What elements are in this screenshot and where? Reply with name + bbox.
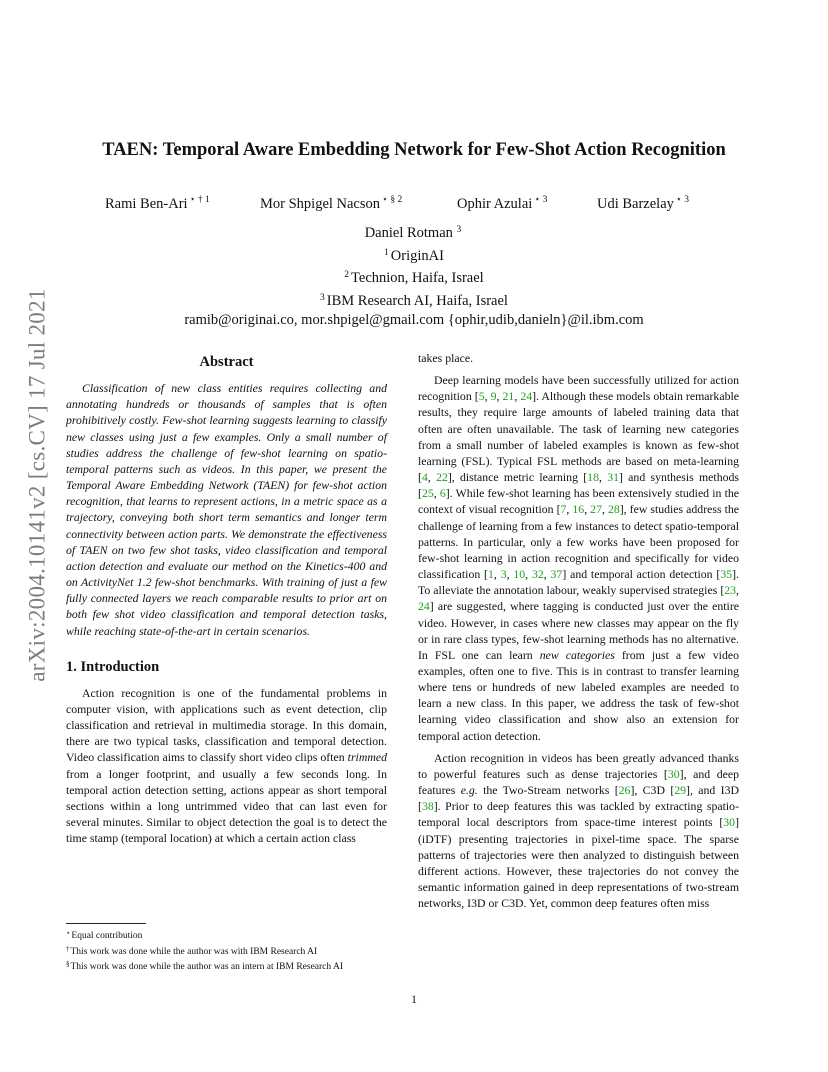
paragraph: Action recognition is one of the fundamental problems in computer vision, with applications such as event detection, clip classification and retrieval in multimedia storage. In this domain, there are two typical tasks, classification and temporal detection. Video classification aims to classify short video clips often trimmed from a longer footprint, and usually a few seconds long. In temporal action detection setting, actions appear as short temporal sections within a long untrimmed video that can last even for several minutes. Similar to object detection the goal is to detect the time stamp (temporal location) at which a certain action class bbox=[66, 685, 387, 846]
citation-link[interactable]: 31 bbox=[607, 470, 619, 485]
citation-link[interactable]: 4 bbox=[421, 470, 428, 485]
citation-link[interactable]: 24 bbox=[418, 599, 430, 614]
left-column bbox=[66, 350, 387, 846]
footnotes bbox=[66, 923, 387, 974]
footnote-rule bbox=[66, 923, 146, 924]
citation-link[interactable]: 1 bbox=[488, 567, 494, 582]
affiliations bbox=[0, 221, 828, 331]
author-name: Udi Barzelay $^{⋆ 3}$ bbox=[597, 195, 689, 212]
citation-link[interactable]: 27 bbox=[590, 502, 602, 517]
paragraph: takes place. bbox=[418, 351, 474, 365]
citation-link[interactable]: 22 bbox=[436, 470, 448, 485]
paragraph: Deep learning models have been successfully utilized for action recognition [5, 9, 21, 24]. Although these models obtain remarkable results, they require large amounts of labeled training data that often are often unavailable. The task of learning new categories from a small number of labeled examples is known as few-shot learning (FSL). Typical FSL methods are based on meta-learning [4, 22], distance metric learning [18, 31] and synthesis methods [25, 6]. While few-shot learning has been extensively studied in the context of visual recognition [7, 16, 27, 28], few studies address the challenge of learning from a few instances to detect spatio-temporal patterns. In particular, only a few works have been proposed for few-shot learning in action recognition and specifically for video classification [1, 3, 10, 32, 37] and temporal action detection [35]. To alleviate the annotation labour, weakly supervised strategies [23, 24] are suggested, where tagging is conducted just over the entire video. However, in cases where new classes may appear on the fly or in rare class types, few-shot learning methods has no alternative. In FSL one can learn new categories from just a few video examples, often one to five. This is in contrast to transfer learning where tens or hundreds of new labeled examples are needed to learn a new class. In this paper, we address the task of few-shot learning video classification and show also an extension for temporal action detection. bbox=[418, 373, 740, 743]
citation-link[interactable]: 26 bbox=[618, 783, 631, 798]
citation-link[interactable]: 30 bbox=[723, 815, 736, 830]
citation-link[interactable]: 32 bbox=[531, 567, 544, 582]
page-number: 1 bbox=[411, 992, 417, 1006]
citation-link[interactable]: 29 bbox=[674, 783, 687, 798]
section-heading: 1. Introduction bbox=[66, 658, 160, 675]
citation-link[interactable]: 24 bbox=[520, 389, 533, 404]
citation-link[interactable]: 37 bbox=[550, 567, 563, 582]
citation-link[interactable]: 5 bbox=[478, 389, 485, 404]
author-name: Rami Ben-Ari $^{⋆ \dagger 1}$ bbox=[105, 195, 210, 212]
abstract-heading: Abstract bbox=[199, 354, 254, 370]
citation-link[interactable]: 38 bbox=[421, 799, 434, 814]
affiliation: $^2$ Technion, Haifa, Israel bbox=[344, 270, 484, 286]
citation-link[interactable]: 25 bbox=[421, 486, 434, 501]
citation-link[interactable]: 28 bbox=[607, 502, 620, 517]
citation-link[interactable]: 9 bbox=[490, 389, 497, 404]
citation-link[interactable]: 6 bbox=[439, 486, 446, 501]
citation-link[interactable]: 35 bbox=[720, 567, 733, 582]
emails: ramib@originai.co, mor.shpigel@gmail.com {ophir,udib,danieln}@il.ibm.com bbox=[184, 312, 644, 328]
citation-link[interactable]: 10 bbox=[513, 567, 526, 582]
footnote: §This work was done while the author was an intern at IBM Research AI bbox=[66, 960, 344, 972]
footnote: †This work was done while the author was with IBM Research AI bbox=[66, 944, 318, 957]
citation-link[interactable]: 30 bbox=[667, 766, 680, 781]
author-name: Mor Shpigel Nacson $^{⋆ \S 2}$ bbox=[260, 195, 403, 212]
citation-link[interactable]: 7 bbox=[560, 502, 567, 517]
citation-link[interactable]: 3 bbox=[500, 567, 507, 582]
right-column bbox=[418, 350, 739, 911]
affiliation: $^3$ IBM Research AI, Haifa, Israel bbox=[320, 292, 508, 309]
citation-link[interactable]: 16 bbox=[572, 502, 585, 517]
footnote: ⋆Equal contribution bbox=[66, 929, 143, 941]
citation-link[interactable]: 21 bbox=[502, 389, 515, 404]
citation-link[interactable]: 23 bbox=[724, 583, 737, 598]
abstract-text: Classification of new class entities requires collecting and annotating hundreds or thousands of samples that is often prohibitively costly. Few-shot learning suggests learning to classify new classes using just a few examples. Only a small number of studies address the challenge of few-shot learning on spatio-temporal patterns such as videos. In this paper, we present the Temporal Aware Embedding Network (TAEN) for few-shot action recognition, that learns to represent actions, in a metric space as a trajectory, conveying both short term semantics and longer term connectivity between action parts. We demonstrate the effectiveness of TAEN on two few shot tasks, video classification and temporal action detection and evaluate our method on the Kinetics-400 and on ActivityNet 1.2 few-shot benchmarks. With training of just a few fully connected layers we reach comparable results to prior art on both few shot video classification and temporal detection tasks, while reaching state-of-the-art in certain scenarios. bbox=[66, 381, 387, 638]
author-name: Daniel Rotman $^3$ bbox=[364, 225, 462, 241]
citation-link[interactable]: 18 bbox=[587, 470, 599, 485]
arxiv-stamp: arXiv:2004.10141v2 [cs.CV] 17 Jul 2021 bbox=[25, 288, 50, 682]
author-name: Ophir Azulai $^{⋆ 3}$ bbox=[457, 195, 548, 212]
affiliation: $^1$ OriginAI bbox=[384, 247, 444, 264]
paragraph: Action recognition in videos has been greatly advanced thanks to powerful features such as dense trajectories [30], and deep features e.g. the Two-Stream networks [26], C3D [29], and I3D [38]. Prior to deep features this was tackled by extracting spatio-temporal local descriptors from space-time interest points [30] (iDTF) presenting trajectories in pixel-time space. The sparse patterns of trajectories were then analyzed to distinguish between different actions. However, these trajectories do not convey the semantic information gained in deep representations of two-stream networks, I3D or C3D. Yet, common deep features often miss bbox=[418, 750, 740, 911]
paper-title: TAEN: Temporal Aware Embedding Network for Few-Shot Action Recognition bbox=[102, 140, 726, 160]
